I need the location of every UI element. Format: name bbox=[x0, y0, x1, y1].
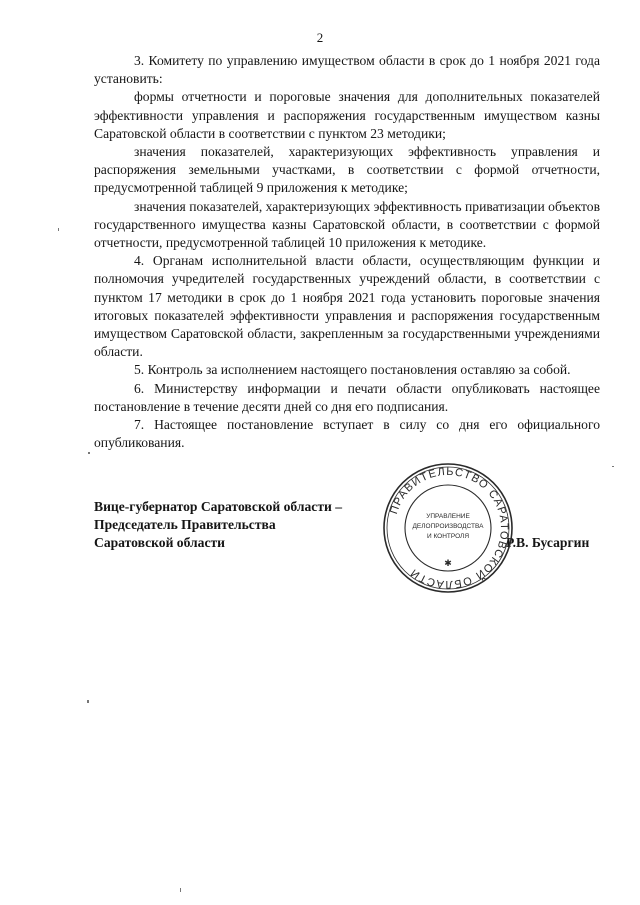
paragraph-3: 3. Комитету по управлению имуществом области в срок до 1 ноября 2021 года установить: bbox=[94, 53, 600, 87]
signature-title bbox=[94, 498, 342, 553]
document-body bbox=[94, 52, 600, 452]
paragraph-3-item-1: формы отчетности и пороговые значения для дополнительных показателей эффективности управления и распоряжения государственным имуществом казны Саратовской области в соответствии с пунктом 23 методики; bbox=[94, 89, 600, 141]
paragraph-5: 5. Контроль за исполнением настоящего постановления оставляю за собой. bbox=[134, 362, 571, 378]
seal-inner-line-2: ДЕЛОПРОИЗВОДСТВА bbox=[412, 523, 484, 530]
paragraph-4: 4. Органам исполнительной власти области, осуществляющим функции и полномочия учредителей государственных учреждений области, в соответствии с пунктом 17 методики в срок до 1 ноября 2021 года установить пороговые значения итоговых показателей эффективности управления и распоряжения государственным имуществом Саратовской области, закрепленным за государственными учреждениями области. bbox=[94, 253, 600, 360]
scan-speck bbox=[58, 228, 59, 231]
page-number: 2 bbox=[316, 30, 324, 45]
paragraph-3-item-2: значения показателей, характеризующих эффективность управления и распоряжения земельными участками, в соответствии с формой отчетности, предусмотренной таблицей 9 приложения к методике; bbox=[94, 144, 600, 196]
scan-speck bbox=[88, 452, 90, 454]
paragraph-6: 6. Министерству информации и печати области опубликовать настоящее постановление в течение десяти дней со дня его подписания. bbox=[94, 380, 600, 414]
scan-speck bbox=[180, 888, 181, 892]
signature-title-line-1: Вице-губернатор Саратовской области – bbox=[94, 499, 343, 514]
seal-inner-line-1: УПРАВЛЕНИЕ bbox=[426, 513, 470, 520]
signer-name: Р.В. Бусаргин bbox=[506, 535, 590, 550]
seal-outer-text: ПРАВИТЕЛЬСТВО САРАТОВСКОЙ ОБЛАСТИ bbox=[387, 465, 511, 591]
scan-speck bbox=[87, 700, 89, 703]
paragraph-3-item-3: значения показателей, характеризующих эффективность приватизации объектов государственного имущества казны Саратовской области, в соответствии с формой отчетности, предусмотренной таблицей 10 приложения к методике. bbox=[94, 198, 600, 251]
seal-inner-line-3: И КОНТРОЛЯ bbox=[426, 533, 470, 540]
signature-title-line-2: Председатель Правительства bbox=[94, 517, 276, 533]
signature-title-line-3: Саратовской области bbox=[94, 535, 226, 551]
seal-star-icon: ✱ bbox=[444, 559, 452, 569]
scan-speck bbox=[612, 466, 614, 467]
official-seal-stamp bbox=[380, 460, 516, 596]
paragraph-7: 7. Настоящее постановление вступает в силу со дня его официального опубликования. bbox=[94, 417, 600, 451]
